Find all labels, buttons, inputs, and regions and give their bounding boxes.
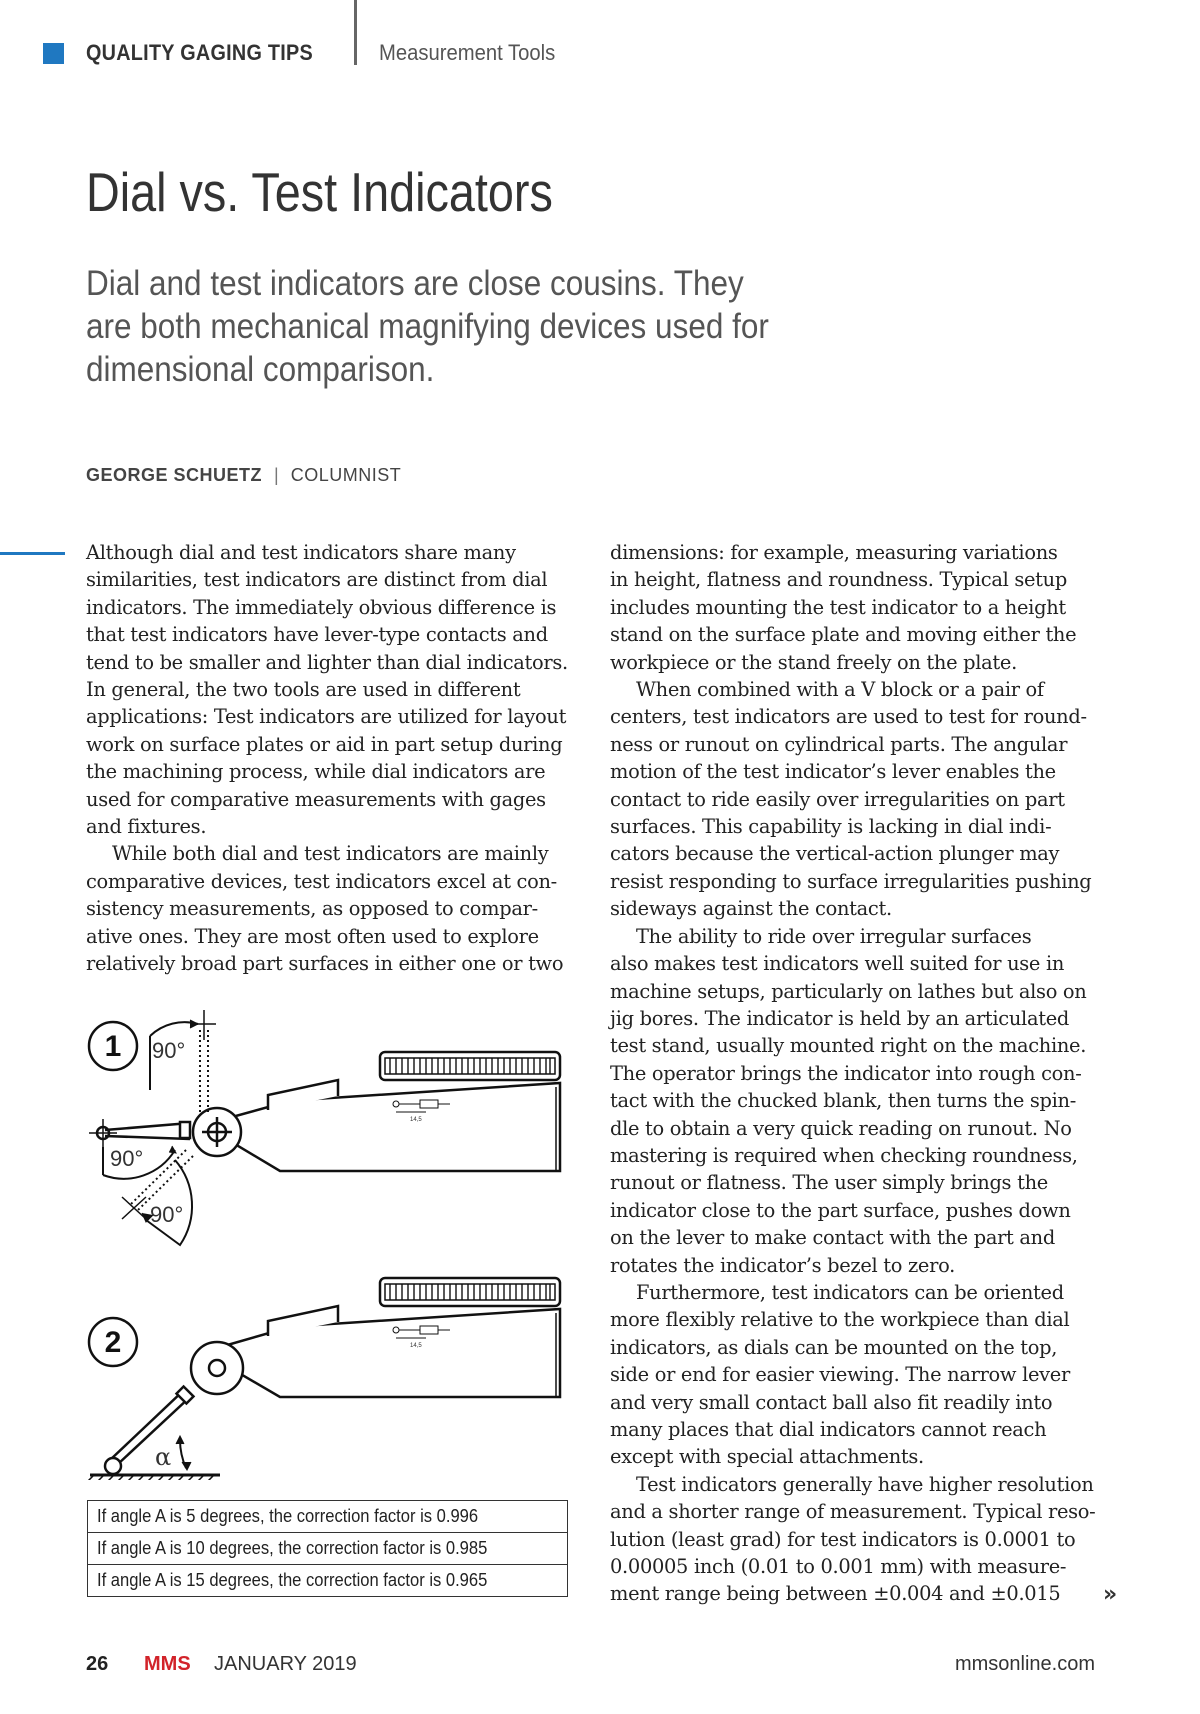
body-line: relatively broad part surfaces in either one or two — [86, 952, 564, 976]
dimension-label-1: 14,5 — [410, 1117, 422, 1123]
body-line: on the lever to make contact with the part and — [610, 1226, 1055, 1250]
table-cell: If angle A is 15 degrees, the correction factor is 0.965 — [88, 1565, 568, 1597]
body-line: tend to be smaller and lighter than dial indicators. — [86, 650, 568, 674]
website-url: mmsonline.com — [954, 1653, 1095, 1675]
body-line: runout or flatness. The user simply brings the — [610, 1171, 1048, 1195]
angle-label-bottom: 90° — [150, 1202, 184, 1227]
body-line: similarities, test indicators are distinct from dial — [86, 568, 548, 592]
body-line: cators because the vertical-action plunger may — [610, 842, 1060, 866]
body-line: Test indicators generally have higher resolution — [636, 1472, 1094, 1496]
publication-name: MMS — [144, 1653, 191, 1675]
body-line: ment range being between ±0.004 and ±0.015 — [610, 1582, 1061, 1606]
body-line: many places that dial indicators cannot reach — [610, 1418, 1047, 1441]
topic-label: Measurement Tools — [379, 40, 556, 65]
diagram-2-label: 2 — [104, 1326, 122, 1359]
page-number: 26 — [86, 1653, 109, 1675]
header-divider — [354, 0, 357, 65]
alpha-label: α — [155, 1443, 172, 1471]
author-role: COLUMNIST — [290, 465, 402, 485]
body-line: that test indicators have lever-type contacts and — [86, 623, 548, 647]
angle-label-top: 90° — [152, 1038, 186, 1063]
body-line: and a shorter range of measurement. Typical reso- — [610, 1500, 1096, 1524]
body-line: dimensions: for example, measuring variations — [610, 541, 1058, 564]
body-line: When combined with a V block or a pair of — [636, 678, 1044, 702]
angle-label-left: 90° — [110, 1146, 144, 1171]
body-column-1 — [86, 539, 586, 978]
body-line: and fixtures. — [86, 815, 207, 839]
body-line: While both dial and test indicators are mainly — [112, 842, 549, 866]
body-line: indicator close to the part surface, pushes down — [610, 1198, 1071, 1222]
byline — [86, 465, 401, 486]
section-marker — [43, 43, 64, 64]
continue-arrow-icon: ›› — [1103, 1582, 1114, 1607]
byline-separator: | — [274, 465, 279, 485]
body-line: In general, the two tools are used in different — [86, 678, 521, 702]
body-line: more flexibly relative to the workpiece than dial — [610, 1308, 1070, 1332]
body-line: Although dial and test indicators share many — [86, 541, 516, 564]
body-line: ness or runout on cylindrical parts. The angular — [610, 732, 1068, 756]
issue-date: JANUARY 2019 — [214, 1653, 357, 1675]
body-line: indicators. The immediately obvious difference is — [86, 595, 557, 619]
body-line: also makes test indicators well suited for use in — [610, 952, 1065, 976]
body-line: in height, flatness and roundness. Typical setup — [610, 568, 1067, 592]
body-line: machine setups, particularly on lathes but also on — [610, 979, 1087, 1003]
body-line: ative ones. They are most often used to explore — [86, 924, 539, 948]
body-line: stand on the surface plate and moving either the — [610, 623, 1077, 647]
table-cell: If angle A is 5 degrees, the correction factor is 0.996 — [88, 1501, 568, 1533]
body-line: sideways against the contact. — [610, 897, 892, 921]
body-line: and very small contact ball also fit readily into — [610, 1390, 1053, 1414]
body-line: tact with the chucked blank, then turns the spin- — [610, 1089, 1076, 1113]
body-line: surfaces. This capability is lacking in dial indi- — [610, 815, 1052, 839]
body-line: dle to obtain a very quick reading on runout. No — [610, 1116, 1072, 1140]
body-line: motion of the test indicator’s lever enables the — [610, 760, 1056, 784]
body-line: test stand, usually mounted right on the machine. — [610, 1034, 1087, 1058]
body-line: work on surface plates or aid in part setup during — [86, 732, 563, 756]
body-line: indicators, as dials can be mounted on the top, — [610, 1335, 1058, 1359]
body-line: resist responding to surface irregularities pushing — [610, 869, 1092, 893]
body-line: mastering is required when checking roundness, — [610, 1143, 1078, 1167]
author-name: GEORGE SCHUETZ — [86, 465, 263, 485]
diagram-1-label: 1 — [104, 1030, 122, 1063]
table-row — [88, 1533, 568, 1565]
article-deck: Dial and test indicators are close cousins. They are both mechanical magnifying devices used for dimensional comparison. — [86, 264, 769, 389]
body-line: lution (least grad) for test indicators is 0.0001 to — [610, 1527, 1076, 1551]
article-title: Dial vs. Test Indicators — [86, 161, 553, 223]
body-line: comparative devices, test indicators excel at con- — [86, 869, 557, 893]
body-line: except with special attachments. — [610, 1445, 924, 1469]
body-column-2 — [610, 539, 1110, 1608]
test-indicator-figure — [80, 1000, 580, 1480]
body-line: The operator brings the indicator into rough con- — [610, 1061, 1082, 1085]
body-line: contact to ride easily over irregularities on part — [610, 787, 1065, 811]
body-line: rotates the indicator’s bezel to zero. — [610, 1253, 955, 1277]
table-row — [88, 1565, 568, 1597]
body-line: The ability to ride over irregular surfaces — [636, 924, 1032, 948]
body-line: the machining process, while dial indicators are — [86, 760, 546, 784]
body-line: applications: Test indicators are utilized for layout — [86, 705, 567, 729]
body-line: includes mounting the test indicator to a height — [610, 595, 1066, 619]
body-line: centers, test indicators are used to test for round- — [610, 705, 1087, 729]
column-accent-line — [0, 552, 65, 555]
body-line: 0.00005 inch (0.01 to 0.001 mm) with measure- — [610, 1555, 1067, 1579]
body-line: Furthermore, test indicators can be oriented — [636, 1280, 1064, 1304]
body-line: side or end for easier viewing. The narrow lever — [610, 1363, 1070, 1387]
body-line: workpiece or the stand freely on the plate. — [610, 650, 1017, 674]
correction-factor-table — [87, 1500, 568, 1597]
table-row — [88, 1501, 568, 1533]
body-line: jig bores. The indicator is held by an articulated — [610, 1006, 1070, 1030]
body-line: sistency measurements, as opposed to compar- — [86, 897, 538, 921]
body-line: used for comparative measurements with gages — [86, 787, 546, 811]
dimension-label-2: 14,5 — [410, 1343, 422, 1349]
section-label: QUALITY GAGING TIPS — [86, 40, 313, 65]
table-cell: If angle A is 10 degrees, the correction factor is 0.985 — [88, 1533, 568, 1565]
